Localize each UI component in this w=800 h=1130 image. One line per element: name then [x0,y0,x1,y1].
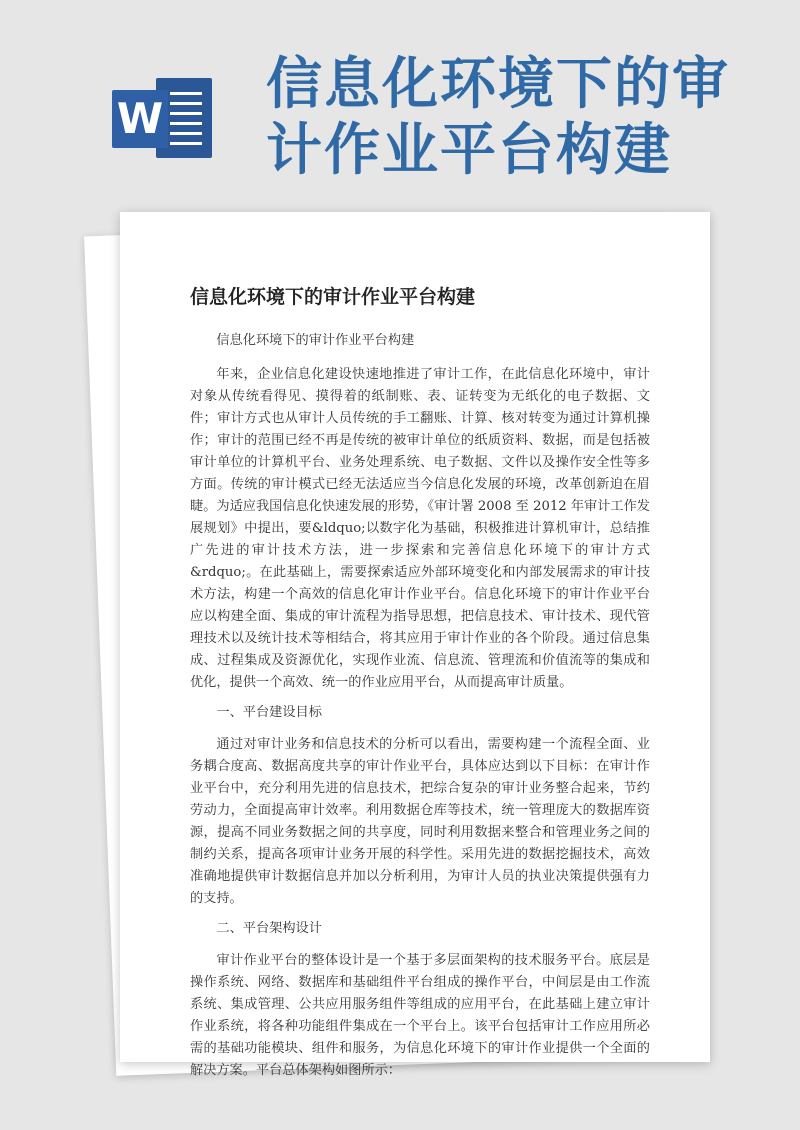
word-document-icon [112,78,212,158]
word-w-letter: W [112,90,168,148]
document-page [120,212,710,1078]
page-heading: 信息化环境下的审计作业平台构建 [266,52,730,183]
header [0,0,800,200]
paragraph-architecture: 审计作业平台的整体设计是一个基于多层面架构的技术服务平台。底层是操作系统、网络、数据库和基础组件平台组成的操作平台，中间层是由工作流系统、集成管理、公共应用服务组件等组成的应用平台，在此基础上建立审计作业系统，将各种功能组件集成在一个平台上。该平台包括审计工作应用所必需的基础功能模块、组件和服务，为信息化环境下的审计作业提供一个全面的解决方案。平台总体架构如图所示： [190,953,650,1078]
document-body [190,330,650,1084]
section-heading-goals: 一、平台建设目标 [216,705,322,720]
paragraph-intro: 年来，企业信息化建设快速地推进了审计工作，在此信息化环境中，审计对象从传统看得见、摸得着的纸制账、表、证转变为无纸化的电子数据、文件；审计方式也从审计人员传统的手工翻账、计算、核对转变为通过计算机操作；审计的范围已经不再是传统的被审计单位的纸质资料、数据，而是包括被审计单位的计算机平台、业务处理系统、电子数据、文件以及操作安全性等多方面。传统的审计模式已经无法适应当今信息化发展的环境，改革创新迫在眉睫。为适应我国信息化快速发展的形势，《审计署 2008 至 2012 年审计工作发展规划》中提出，要&ldquo;以数字化为基础，积极推进计算机审计，总结推广先进的审计技术方法，进一步探索和完善信息化环境下的审计方式&rdquo;。在此基础上，需要探索适应外部环境变化和内部发展需求的审计技术方法，构建一个高效的信息化审计作业平台。信息化环境下的审计作业平台应以构建全面、集成的审计流程为指导思想，把信息技术、审计技术、现代管理技术以及统计技术等相结合，将其应用于审计作业的各个阶段。通过信息集成、过程集成及资源优化，实现作业流、信息流、管理流和价值流等的集成和优化，提供一个高效、统一的作业应用平台，从而提高审计质量。 [190,367,650,690]
document-subtitle: 信息化环境下的审计作业平台构建 [216,333,415,348]
paragraph-goals: 通过对审计业务和信息技术的分析可以看出，需要构建一个流程全面、业务耦合度高、数据高度共享的审计作业平台，具体应达到以下目标：在审计作业平台中，充分利用先进的信息技术，把综合复杂的审计业务整合起来，节约劳动力，全面提高审计效率。利用数据仓库等技术，统一管理庞大的数据库资源，提高不同业务数据之间的共享度，同时利用数据来整合和管理业务之间的制约关系，提高各项审计业务开展的科学性。采用先进的数据挖掘技术，高效准确地提供审计数据信息并加以分析利用，为审计人员的执业决策提供强有力的支持。 [190,737,650,906]
document-title: 信息化环境下的审计作业平台构建 [190,286,476,308]
section-heading-architecture: 二、平台架构设计 [216,921,322,936]
